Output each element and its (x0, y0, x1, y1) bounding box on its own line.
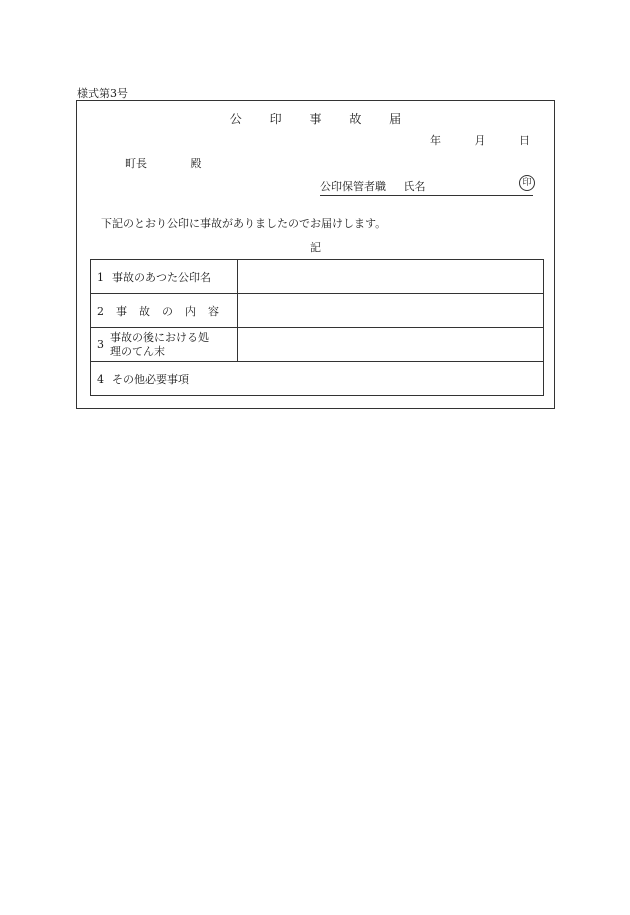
row-label (110, 331, 209, 359)
body-text: 下記のとおり公印に事故がありましたのでお届けします。 (101, 217, 387, 230)
form-title (77, 110, 554, 127)
row-label-char: 容 (208, 304, 219, 318)
title-char: 故 (349, 112, 362, 126)
row-value-cell[interactable] (238, 328, 544, 362)
date-month-label: 月 (474, 134, 486, 147)
title-char: 届 (389, 112, 402, 126)
title-char: 公 (229, 112, 242, 126)
addressee-name: 町長 (125, 157, 147, 170)
row-label-char: 故 (139, 304, 150, 318)
row-label: その他必要事項 (112, 372, 189, 386)
ki-heading: 記 (310, 241, 321, 254)
row-value-cell[interactable] (238, 294, 544, 328)
row-label-char: の (162, 304, 173, 318)
date-line (400, 132, 530, 148)
date-year-label: 年 (430, 134, 441, 147)
row-label-cell (91, 328, 238, 362)
table-row (91, 260, 544, 294)
title-char: 印 (269, 112, 282, 126)
table-row (91, 362, 544, 396)
date-day-label: 日 (519, 134, 530, 147)
row-number: 3 (97, 338, 104, 351)
row-label-line: 事故の後における処 (110, 330, 209, 344)
row-number: 2 (97, 304, 104, 318)
row-label-char: 事 (116, 304, 127, 318)
notification-form (76, 100, 555, 409)
seal-icon: 印 (519, 175, 535, 191)
row-label-cell (91, 294, 238, 328)
row-number: 1 (97, 270, 104, 284)
row-value-cell[interactable] (238, 260, 544, 294)
title-char: 事 (309, 112, 322, 126)
row-label-char: 内 (185, 304, 196, 318)
row-label-cell (91, 260, 238, 294)
row-label: 事故のあつた公印名 (112, 270, 211, 284)
applicant-title: 公印保管者職 (320, 180, 386, 193)
row-label-line: 理のてん末 (110, 344, 165, 358)
table-row (91, 294, 544, 328)
applicant-line (320, 178, 533, 196)
row-number: 4 (97, 372, 104, 386)
detail-table (90, 259, 544, 396)
addressee-honorific: 殿 (190, 157, 202, 170)
row-label-cell[interactable] (91, 362, 544, 396)
form-number: 様式第3号 (77, 87, 128, 100)
applicant-name-label: 氏名 (403, 180, 426, 193)
addressee (125, 155, 202, 171)
table-row (91, 328, 544, 362)
